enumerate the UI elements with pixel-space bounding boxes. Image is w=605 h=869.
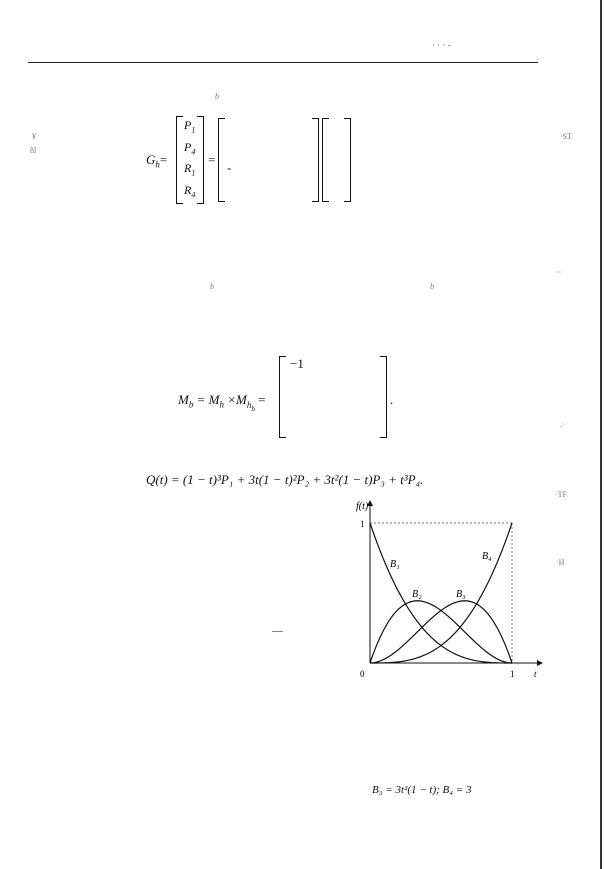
- bernstein-basis-chart: [330, 495, 550, 685]
- gh-minus: -: [227, 160, 232, 175]
- label-b3: B₃: [456, 589, 466, 600]
- curve-b1: [370, 523, 512, 663]
- stray-left-2: ñî: [30, 146, 37, 155]
- curve-b4: [370, 523, 512, 663]
- header-marks: · · · -: [432, 40, 451, 50]
- mb-matrix-bracket-left: [279, 356, 286, 438]
- gh-matrix2-bracket-left: [322, 118, 329, 202]
- origin-label: 0: [360, 669, 365, 679]
- y-axis-label: f(t): [356, 501, 369, 512]
- x-axis-label: t: [534, 669, 537, 679]
- stray-right-3: .·: [560, 420, 565, 429]
- gh-matrix-bracket-right: [312, 118, 319, 202]
- curve-b3: [370, 601, 512, 663]
- stray-right-4: ·TF: [555, 490, 567, 499]
- stray-left-1: ¥: [32, 132, 36, 141]
- mb-matrix-bracket-right: [380, 356, 387, 438]
- gh-entry-2: $P_4$: [184, 140, 196, 157]
- gh-entry-3: $R_1$: [184, 161, 196, 178]
- x-tick-one: 1: [510, 669, 515, 679]
- label-b4: B₄: [482, 551, 492, 562]
- stray-right-5: ·H: [556, 558, 565, 567]
- gh-matrix-bracket-left: [218, 118, 225, 202]
- y-tick-one: 1: [360, 519, 365, 529]
- gh-lhs: $G_h=$: [146, 152, 168, 170]
- bottom-formula: B₃ = 3t²(1 − t); B₄ = 3: [372, 784, 472, 796]
- stray-right-2: ··: [556, 268, 562, 277]
- stray-right-1: ·ST: [560, 132, 572, 141]
- q-equation: Q(t) = (1 − t)³P₁ + 3t(1 − t)²P₂ + 3t²(1 − t)P₃ + t³P₄.: [146, 472, 424, 487]
- gh-entry-4: $R_4$: [184, 183, 196, 200]
- gh-vector-bracket-right: [197, 116, 204, 204]
- stray-b-2: b: [210, 282, 214, 291]
- mb-lhs: $M_b = M_h \times M_{h_b}$ =: [178, 392, 266, 413]
- mb-first-entry: −1: [290, 356, 304, 371]
- header-rule: [28, 62, 538, 63]
- stray-b-3: b: [430, 282, 434, 291]
- stray-b-1: b: [215, 92, 219, 101]
- page-edge-line: [600, 0, 602, 869]
- gh-vector-bracket-left: [176, 116, 183, 204]
- gh-matrix2-bracket-right: [344, 118, 351, 202]
- gh-entry-1: $P_1$: [184, 118, 196, 135]
- stray-dash: —: [272, 625, 283, 637]
- label-b1: B₁: [390, 559, 400, 570]
- mb-period: .: [390, 392, 394, 407]
- gh-eq-2: =: [208, 152, 216, 167]
- label-b2: B₂: [412, 589, 422, 600]
